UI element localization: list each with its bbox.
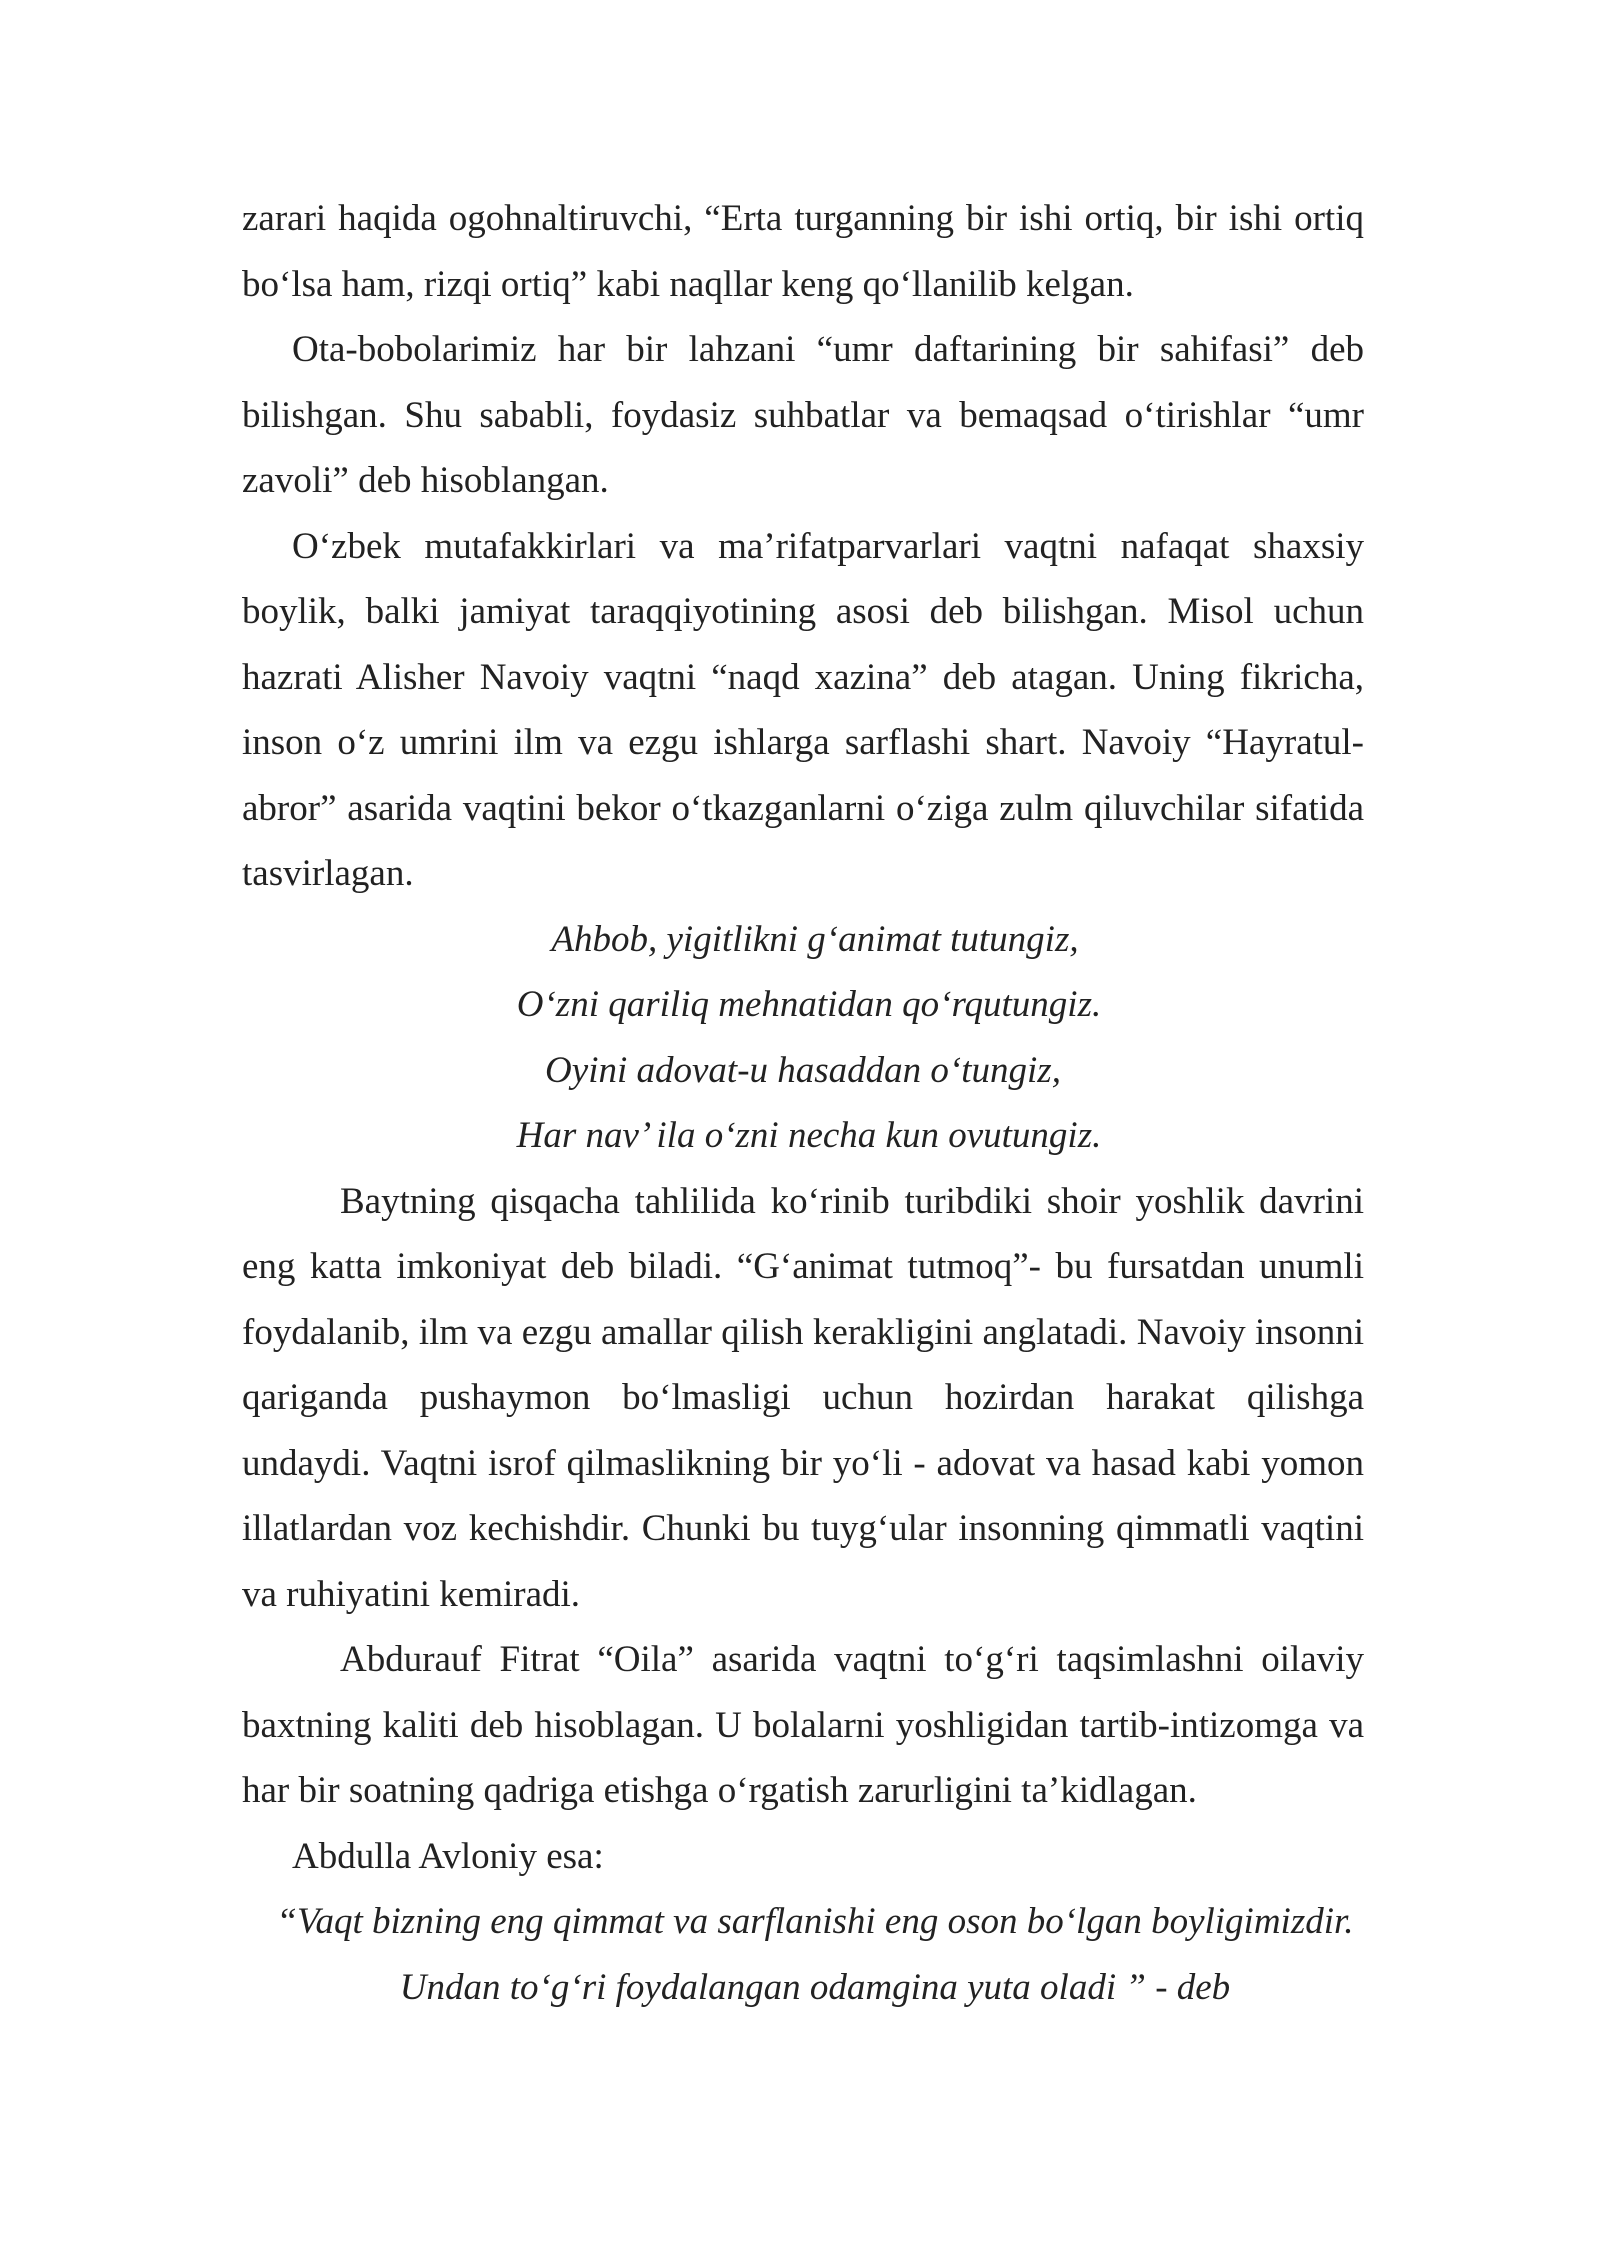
verse-block [242, 907, 1364, 1169]
paragraph-5: Abdurauf Fitrat “Oila” asarida vaqtni to‘g‘ri taqsimlashni oilaviy baxtning kaliti deb hisoblagan. U bolalarni yoshligidan tartib-intizomga va har bir soatning qadriga etishga o‘rgatish zarurligini ta’kidlagan. [242, 1639, 1364, 1811]
verse-line-2: O‘zni qariliq mehnatidan qo‘rqutungiz. [516, 984, 1102, 1025]
verse-line-1: Ahbob, yigitlikni g‘animat tutungiz, [551, 918, 1079, 960]
paragraph-6: Abdulla Avloniy esa: [292, 1835, 604, 1877]
verse-line-3: Oyini adovat-u hasaddan o‘tungiz, [545, 1049, 1061, 1091]
quote-line-2: Undan to‘g‘ri foydalangan odamgina yuta oladi ” - deb [399, 1966, 1231, 2008]
quote-block [242, 1889, 1364, 2020]
paragraph-4: Baytning qisqacha tahlilida ko‘rinib turibdiki shoir yoshlik davrini eng katta imkoniyat deb biladi. “G‘animat tutmoq”- bu fursatdan unumli foydalanib, ilm va ezgu amallar qilish kerakligini anglatadi. Navoiy insonni qariganda pushaymon bo‘lmasligi uchun hozirdan harakat qilishga undaydi. Vaqtni isrof qilmaslikning bir yo‘li - adovat va hasad kabi yomon illatlardan voz kechishdir. Chunki bu tuyg‘ular insonning qimmatli vaqtini va ruhiyatini kemiradi. [242, 1180, 1364, 1615]
paragraph-3: O‘zbek mutafakkirlari va ma’rifatparvarlari vaqtni nafaqat shaxsiy boylik, balki jamiyat taraqqiyotining asosi deb bilishgan. Misol uchun hazrati Alisher Navoiy vaqtni “naqd xazina” deb atagan. Uning fikricha, inson o‘z umrini ilm va ezgu ishlarga sarflashi shart. Navoiy “Hayratul-abror” asarida vaqtini bekor o‘tkazganlarni o‘ziga zulm qiluvchilar sifatida tasvirlagan. [242, 525, 1364, 894]
document-page [242, 186, 1364, 2020]
paragraph-2: Ota-bobolarimiz har bir lahzani “umr daftarining bir sahifasi” deb bilishgan. Shu sababli, foydasiz suhbatlar va bemaqsad o‘tirishlar “umr zavoli” deb hisoblangan. [242, 329, 1364, 501]
paragraph-1: zarari haqida ogohnaltiruvchi, “Erta turganning bir ishi ortiq, bir ishi ortiq bo‘lsa ham, rizqi ortiq” kabi naqllar keng qo‘llanilib kelgan. [242, 198, 1364, 305]
quote-line-1: “Vaqt bizning eng qimmat va sarflanishi eng oson bo‘lgan boyligimizdir. [276, 1901, 1354, 1942]
verse-line-4: Har nav’ ila o‘zni necha kun ovutungiz. [516, 1115, 1102, 1156]
